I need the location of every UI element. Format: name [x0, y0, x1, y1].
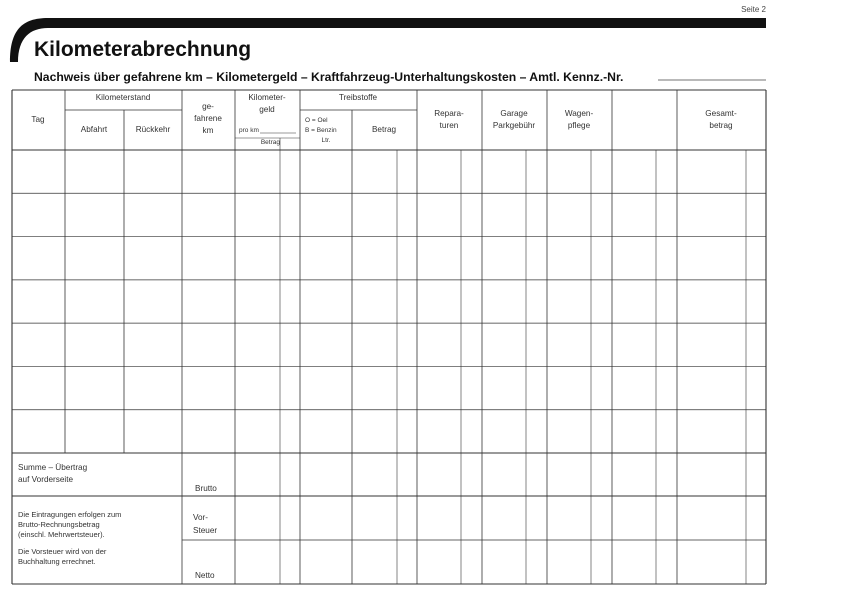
netto-label: Netto [195, 571, 215, 580]
col-header-kg-betrag: Betrag [260, 139, 280, 146]
col-header-kilometergeld-1: Kilometer- [248, 93, 286, 102]
note-1-line-2: Brutto-Rechnungsbetrag [18, 520, 100, 529]
vorsteuer-label-1: Vor- [193, 513, 209, 522]
col-header-gefahrene-3: km [202, 126, 214, 135]
col-header-reparaturen-1: Repara- [434, 109, 464, 118]
col-header-kilometergeld-2: geld [259, 105, 275, 114]
col-header-pro-km: pro km [239, 127, 259, 134]
note-1-line-1: Die Eintragungen erfolgen zum [18, 510, 122, 519]
page-title: Kilometerabrechnung [34, 38, 252, 61]
col-header-benzin: B = Benzin [305, 127, 337, 134]
brutto-label: Brutto [195, 484, 217, 493]
col-header-gefahrene-2: fahrene [194, 114, 222, 123]
summe-label-1: Summe – Übertrag [18, 463, 88, 472]
page-subtitle: Nachweis über gefahrene km – Kilometergeld – Kraftfahrzeug-Unterhaltungskosten – Amtl. Kennz.-Nr. [34, 70, 624, 84]
summe-label-2: auf Vorderseite [18, 475, 74, 484]
col-header-kilometerstand: Kilometerstand [95, 93, 151, 102]
col-header-gesamtbetrag-1: Gesamt- [705, 109, 737, 118]
col-header-tr-betrag: Betrag [371, 125, 397, 134]
table-grid [12, 90, 766, 584]
col-header-oel: O = Oel [305, 117, 328, 124]
col-header-wagenpflege-1: Wagen- [564, 109, 594, 118]
note-1-line-3: (einschl. Mehrwertsteuer). [18, 530, 105, 539]
col-header-wagenpflege-2: pflege [567, 121, 591, 130]
col-header-gesamtbetrag-2: betrag [709, 121, 733, 130]
header-band [10, 18, 766, 62]
col-header-treibstoffe: Treibstoffe [338, 93, 378, 102]
col-header-ltr: Ltr. [321, 137, 331, 144]
col-header-garage-2: Parkgebühr [492, 121, 536, 130]
col-header-garage-1: Garage [500, 109, 528, 118]
vorsteuer-label-2: Steuer [193, 526, 218, 535]
col-header-gefahrene-1: ge- [202, 102, 214, 111]
col-header-rueckkehr: Rückkehr [135, 125, 171, 134]
note-2-line-1: Die Vorsteuer wird von der [18, 547, 107, 556]
col-header-reparaturen-2: turen [439, 121, 459, 130]
col-header-tag: Tag [31, 115, 45, 124]
note-2-line-2: Buchhaltung errechnet. [18, 557, 96, 566]
col-header-abfahrt: Abfahrt [80, 125, 108, 134]
page-number: Seite 2 [741, 5, 766, 14]
